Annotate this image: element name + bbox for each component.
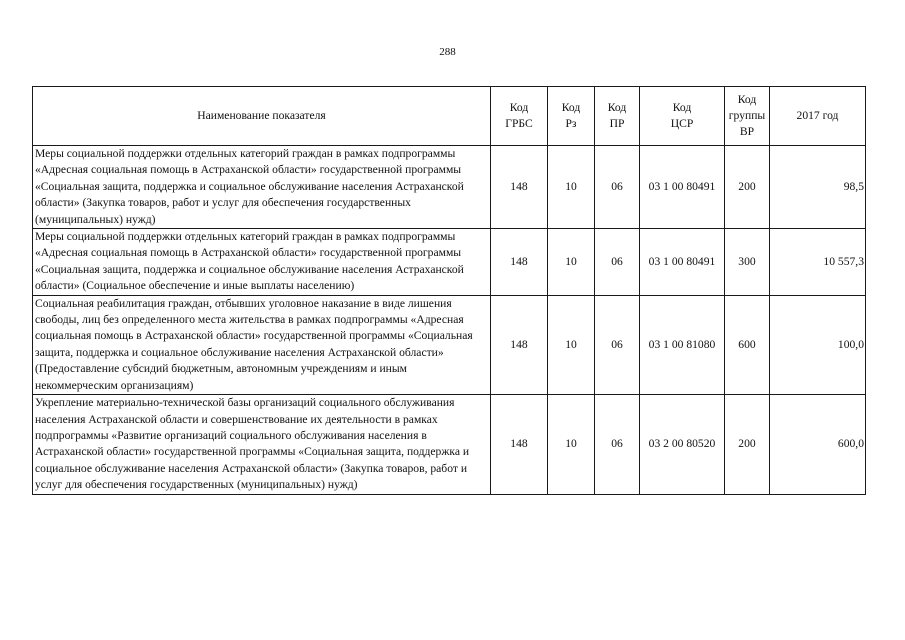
row-amount: 10 557,3 [770,229,866,296]
header-csr [640,87,725,146]
row-amount: 100,0 [770,295,866,394]
header-vr-line-2: группы [728,109,766,122]
table-row [33,395,866,494]
header-grbs-line-1: Код [509,101,529,114]
row-grbs: 148 [491,146,548,229]
header-rz-line-2: Рз [565,117,577,130]
row-grbs: 148 [491,229,548,296]
row-pr: 06 [595,229,640,296]
row-grbs: 148 [491,295,548,394]
row-vr: 200 [725,146,770,229]
table-header-row [33,87,866,146]
header-grbs [491,87,548,146]
table-row [33,229,866,296]
header-csr-line-1: Код [672,101,692,114]
row-name: Укрепление материально-технической базы организаций социального обслуживания населения Астраханской области и совершенствование их деятельности в рамках подпрограммы «Развитие организаций социального обслуживания населения в Астраханской области» государственной программы «Социальная защита, поддержка и социальное обслуживание населения Астраханской области» (Закупка товаров, работ и услуг для обеспечения государственных (муниципальных) нужд) [33,395,491,494]
header-rz [548,87,595,146]
header-year: 2017 год [770,87,866,146]
header-name: Наименование показателя [33,87,491,146]
row-pr: 06 [595,146,640,229]
header-grbs-line-2: ГРБС [505,117,533,130]
budget-table [32,86,866,495]
row-vr: 200 [725,395,770,494]
row-name: Социальная реабилитация граждан, отбывших уголовное наказание в виде лишения свободы, лиц без определенного места жительства в рамках подпрограммы «Адресная социальная помощь в Астраханской области» государственной программы «Социальная защита, поддержка и социальное обслуживание населения Астраханской области» (Предоставление субсидий бюджетным, автономным учреждениям и иным некоммерческим организациям) [33,295,491,394]
row-rz: 10 [548,395,595,494]
row-csr: 03 2 00 80520 [640,395,725,494]
header-vr-line-1: Код [737,93,757,106]
header-rz-line-1: Код [561,101,581,114]
row-csr: 03 1 00 80491 [640,146,725,229]
row-rz: 10 [548,146,595,229]
row-csr: 03 1 00 81080 [640,295,725,394]
row-name: Меры социальной поддержки отдельных категорий граждан в рамках подпрограммы «Адресная социальная помощь в Астраханской области» государственной программы «Социальная защита, поддержка и социальное обслуживание населения Астраханской области» (Закупка товаров, работ и услуг для обеспечения государственных (муниципальных) нужд) [33,146,491,229]
header-pr-line-1: Код [607,101,627,114]
table-row [33,146,866,229]
row-amount: 98,5 [770,146,866,229]
header-pr-line-2: ПР [609,117,625,130]
table-row [33,295,866,394]
header-vr-line-3: ВР [739,125,755,138]
row-rz: 10 [548,229,595,296]
row-pr: 06 [595,395,640,494]
row-grbs: 148 [491,395,548,494]
row-rz: 10 [548,295,595,394]
header-pr [595,87,640,146]
row-csr: 03 1 00 80491 [640,229,725,296]
page-number: 288 [439,46,456,58]
header-vr [725,87,770,146]
row-vr: 300 [725,229,770,296]
row-amount: 600,0 [770,395,866,494]
row-vr: 600 [725,295,770,394]
row-pr: 06 [595,295,640,394]
row-name: Меры социальной поддержки отдельных категорий граждан в рамках подпрограммы «Адресная социальная помощь в Астраханской области» государственной программы «Социальная защита, поддержка и социальное обслуживание населения Астраханской области» (Социальное обеспечение и иные выплаты населению) [33,229,491,296]
header-csr-line-2: ЦСР [670,117,694,130]
